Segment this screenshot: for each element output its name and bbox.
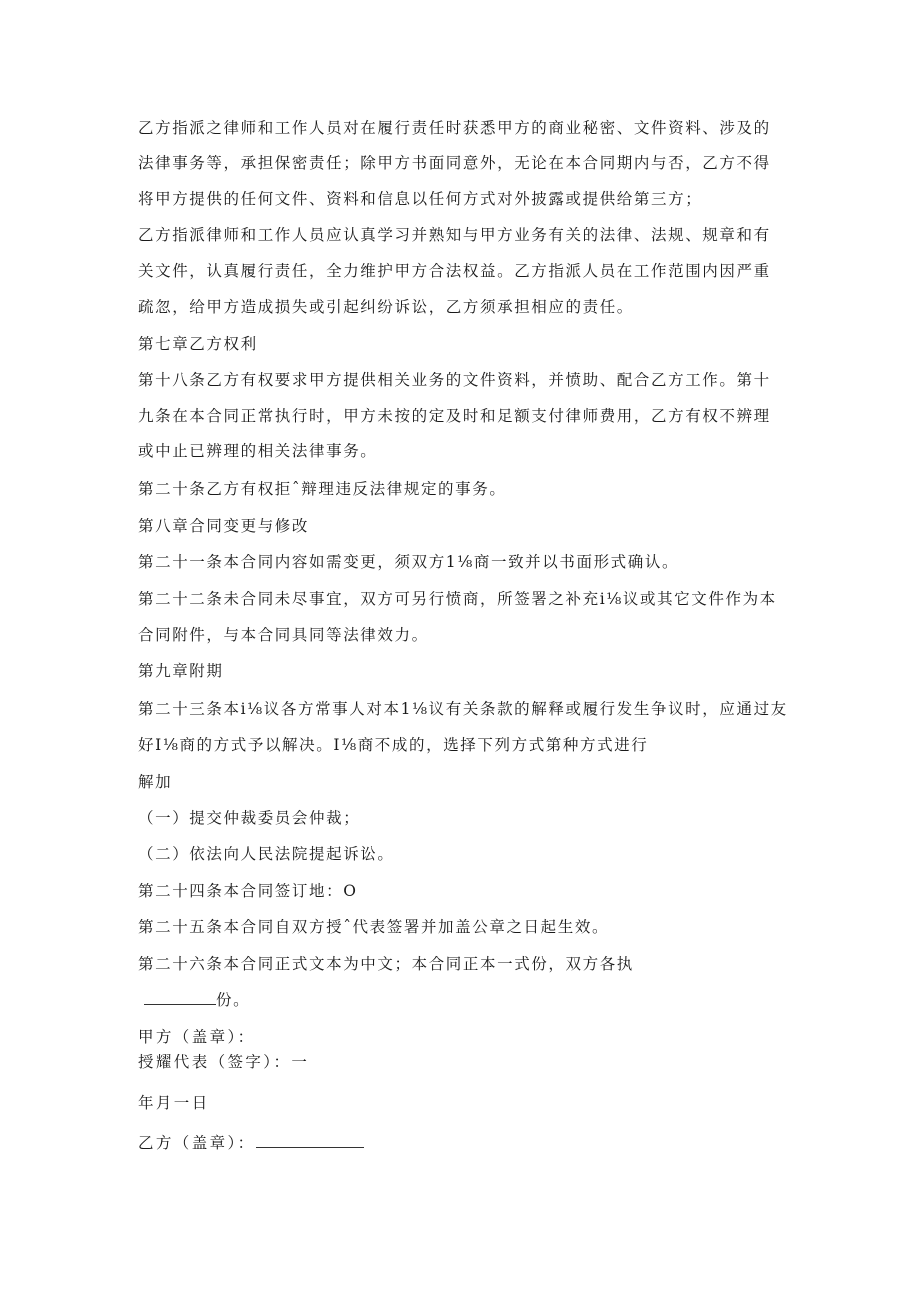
paragraph-line-13: 第二十一条本合同内容如需变更，须双方1⅛商一致并以书面形式确认。 — [138, 553, 680, 571]
paragraph-line-18: 好I⅛商的方式予以解决。I⅛商不成的，选择下列方式第种方式进行 — [138, 736, 649, 754]
date-line: 年月一日 — [138, 1094, 210, 1112]
list-item-2: （二）依法向人民法院提起诉讼。 — [138, 845, 395, 863]
paragraph-line-1: 乙方指派之律师和工作人员对在履行责任时获悉甲方的商业秘密、文件资料、涉及的 — [138, 119, 771, 137]
paragraph-line-6: 疏忽，给甲方造成损失或引起纠纷诉讼，乙方须承担相应的责任。 — [138, 298, 634, 316]
paragraph-line-24: 第二十六条本合同正式文本为中文；本合同正本一式份，双方各执 — [138, 955, 634, 973]
authorized-rep-label: 授耀代表（签字）：一 — [138, 1053, 310, 1071]
party-a-seal-label: 甲方（盖章）： — [138, 1028, 256, 1046]
party-b-seal-line — [138, 1131, 783, 1153]
paragraph-line-9: 九条在本合同正常执行时，甲方未按的定及时和足额支付律师费用，乙方有权不辨理 — [138, 407, 771, 425]
paragraph-line-15: 合同附件，与本合同具同等法律效力。 — [138, 626, 429, 644]
paragraph-line-10: 或中止已辨理的相关法律事务。 — [138, 442, 378, 460]
chapter-heading-8: 第八章合同变更与修改 — [138, 517, 310, 535]
paragraph-line-19: 解加 — [138, 773, 173, 791]
copies-suffix: 份。 — [216, 991, 251, 1009]
paragraph-line-23: 第二十五条本合同自双方授ˆ代表签署并加盖公章之日起生效。 — [138, 918, 610, 936]
paragraph-line-14: 第二十二条未合同未尽事宜，双方可另行愤商，所签署之补充i⅛议或其它文件作为本 — [138, 590, 777, 608]
copies-blank — [144, 1003, 216, 1005]
paragraph-line-3: 将甲方提供的任何文件、资料和信息以任何方式对外披露或提供给第三方； — [138, 190, 703, 208]
chapter-heading-7: 第七章乙方权利 — [138, 335, 258, 353]
paragraph-line-11: 第二十条乙方有权拒ˆ辩理违反法律规定的事务。 — [138, 480, 507, 498]
chapter-heading-9: 第九章附期 — [138, 662, 224, 680]
paragraph-line-17: 第二十三条本i⅛议各方常事人对本1⅛议有关条款的解释或履行发生争议时，应通过友 — [138, 700, 788, 718]
paragraph-line-22: 第二十四条本合同签订地：O — [138, 882, 358, 900]
party-b-seal-label: 乙方（盖章）： — [138, 1134, 256, 1152]
party-b-blank — [256, 1146, 364, 1148]
paragraph-line-5: 关文件，认真履行责任，全力维护甲方合法权益。乙方指派人员在工作范围内因严重 — [138, 262, 771, 280]
paragraph-line-8: 第十八条乙方有权要求甲方提供相关业务的文件资料，并愤助、配合乙方工作。第十 — [138, 371, 771, 389]
copies-line — [138, 988, 783, 1010]
paragraph-line-2: 法律事务等，承担保密责任；除甲方书面同意外，无论在本合同期内与否，乙方不得 — [138, 154, 771, 172]
list-item-1: （一）提交仲裁委员会仲裁； — [138, 809, 361, 827]
paragraph-line-4: 乙方指派律师和工作人员应认真学习并熟知与甲方业务有关的法律、法规、规章和有 — [138, 226, 771, 244]
